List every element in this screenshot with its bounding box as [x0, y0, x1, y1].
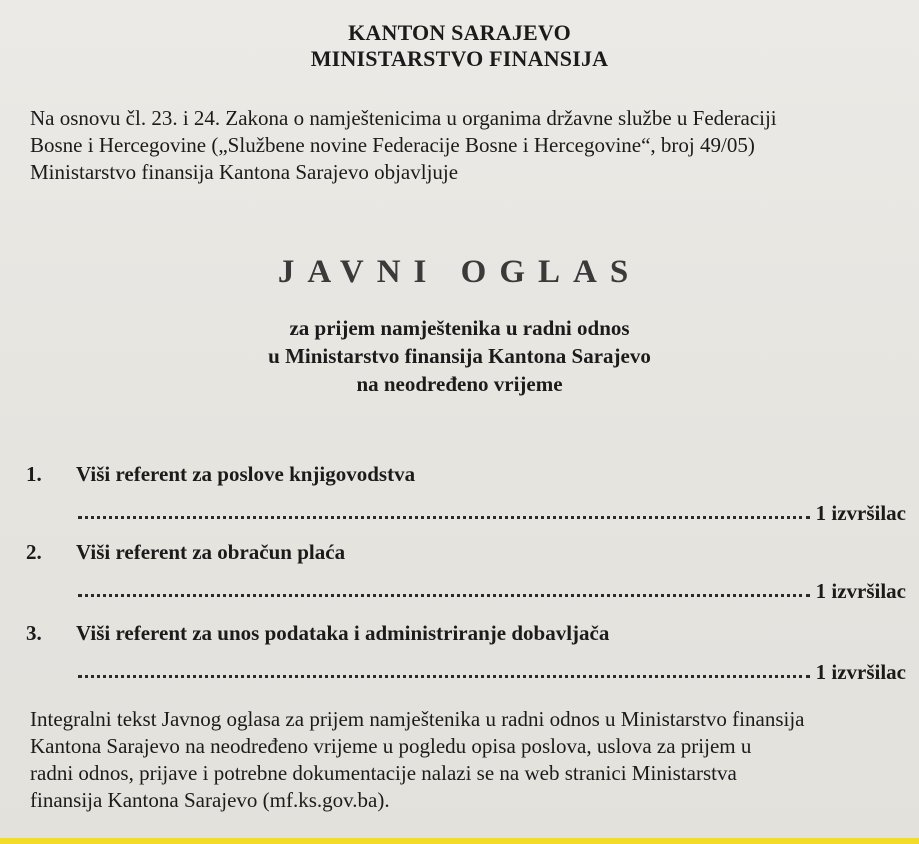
page-edge-strip — [0, 838, 919, 844]
position-count: 1 izvršilac — [815, 501, 906, 525]
subtitle-line: u Ministarstvo finansija Kantona Sarajevo — [268, 344, 651, 368]
closing-line: finansija Kantona Sarajevo (mf.ks.gov.ba). — [30, 788, 390, 812]
closing-line: radni odnos, prijave i potrebne dokumentacije nalazi se na web stranici Ministarstva — [30, 761, 737, 785]
announcement-title: JAVNI OGLAS — [277, 254, 642, 290]
position-leader-line — [78, 576, 906, 604]
dotted-leader — [78, 594, 810, 597]
intro-line: Ministarstvo finansija Kantona Sarajevo objavljuje — [30, 160, 459, 184]
position-number: 2. — [26, 540, 42, 564]
dotted-leader — [78, 675, 810, 678]
intro-line: Bosne i Hercegovine („Službene novine Federacije Bosne i Hercegovine“, broj 49/05) — [30, 133, 755, 157]
intro-paragraph — [30, 105, 906, 186]
position-number: 1. — [26, 462, 42, 486]
position-leader-line — [78, 498, 906, 526]
closing-line: Kantona Sarajevo na neodređeno vrijeme u pogledu opisa poslova, uslova za prijem u — [30, 734, 752, 758]
closing-paragraph — [30, 706, 906, 814]
intro-line: Na osnovu čl. 23. i 24. Zakona o namještenicima u organima državne službe u Federaciji — [30, 106, 777, 130]
dotted-leader — [78, 516, 810, 519]
position-number: 3. — [26, 621, 42, 645]
position-name: Viši referent za obračun plaća — [76, 540, 346, 564]
position-leader-line — [78, 657, 906, 685]
subtitle-line: za prijem namještenika u radni odnos — [289, 316, 630, 340]
position-count: 1 izvršilac — [815, 579, 906, 603]
header-ministry: MINISTARSTVO FINANSIJA — [310, 46, 609, 71]
announcement-subtitle — [0, 314, 919, 398]
header-canton: KANTON SARAJEVO — [348, 20, 571, 45]
position-name: Viši referent za unos podataka i administriranje dobavljača — [76, 621, 610, 645]
closing-line: Integralni tekst Javnog oglasa za prijem namještenika u radni odnos u Ministarstvo finansija — [30, 707, 805, 731]
subtitle-line: na neodređeno vrijeme — [356, 372, 563, 396]
position-count: 1 izvršilac — [815, 660, 906, 684]
position-name: Viši referent za poslove knjigovodstva — [76, 462, 416, 486]
